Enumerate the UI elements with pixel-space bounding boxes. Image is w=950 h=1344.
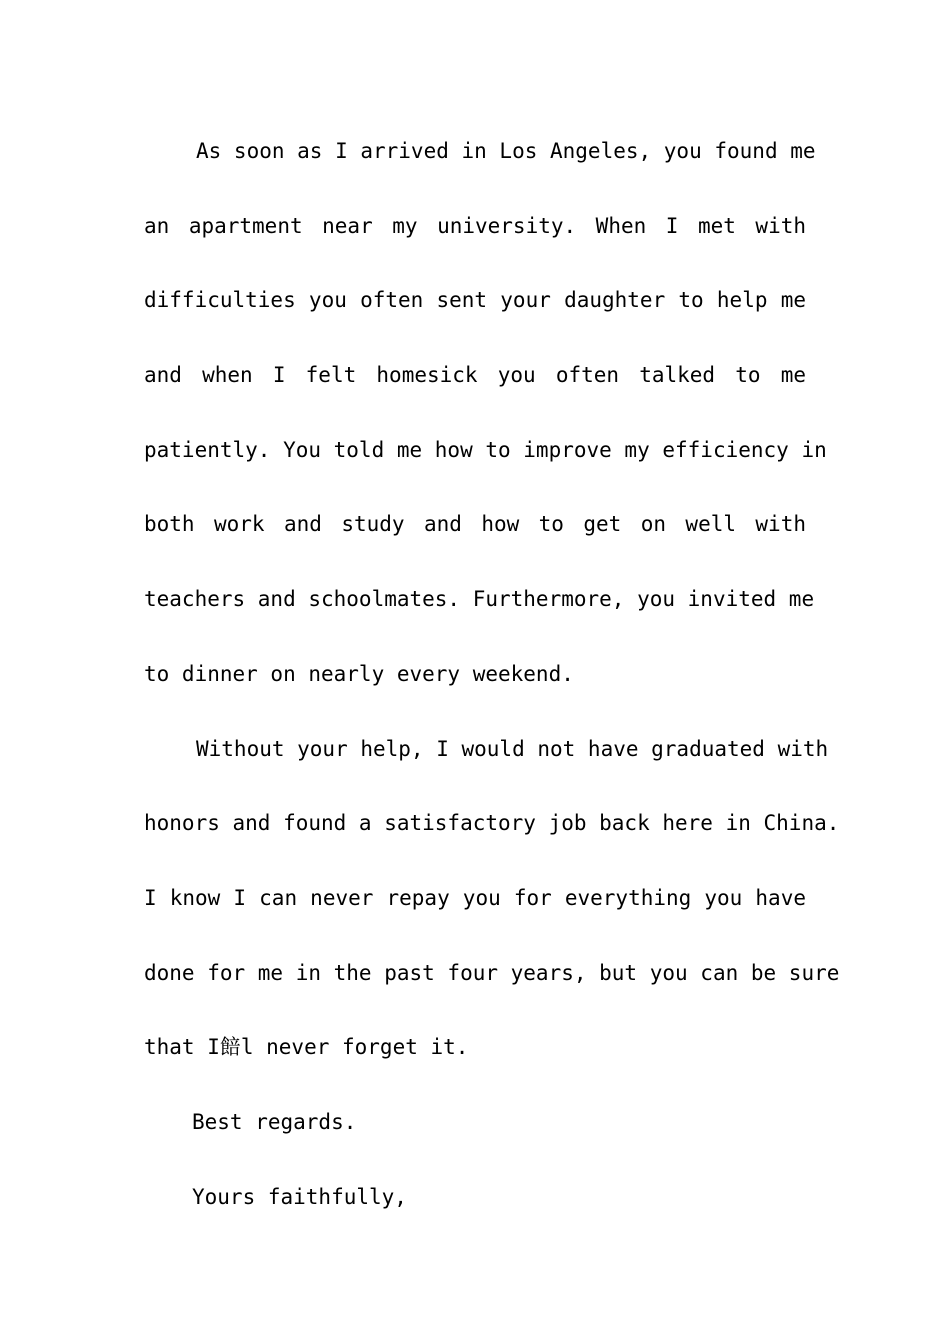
paragraph-line: an apartment near my university. When I met with: [144, 213, 806, 238]
paragraph-line: Without your help, I would not have graduated with: [196, 736, 829, 761]
paragraph-2: [144, 712, 840, 1085]
closing-line: [144, 1085, 806, 1160]
paragraph-1: [144, 114, 827, 712]
paragraph-line: I know I can never repay you for everything you have: [144, 885, 806, 910]
signoff-line: [144, 1160, 806, 1235]
paragraph-line: that I餢l never forget it.: [144, 1035, 469, 1060]
paragraph-line: honors and found a satisfactory job back here in China.: [144, 811, 840, 836]
paragraph-line: and when I felt homesick you often talked to me: [144, 363, 806, 388]
paragraph-line: patiently. You told me how to improve my efficiency in: [144, 437, 827, 462]
letter-body: [144, 114, 840, 1234]
signoff-text: Yours faithfully,: [192, 1184, 407, 1209]
paragraph-line: teachers and schoolmates. Furthermore, you invited me: [144, 587, 815, 612]
paragraph-line: difficulties you often sent your daughter to help me: [144, 288, 806, 313]
paragraph-line: As soon as I arrived in Los Angeles, you found me: [196, 139, 816, 163]
paragraph-line: done for me in the past four years, but you can be sure: [144, 960, 840, 985]
paragraph-line: both work and study and how to get on well with: [144, 512, 806, 537]
closing-text: Best regards.: [192, 1109, 357, 1134]
paragraph-line: to dinner on nearly every weekend.: [144, 661, 574, 686]
